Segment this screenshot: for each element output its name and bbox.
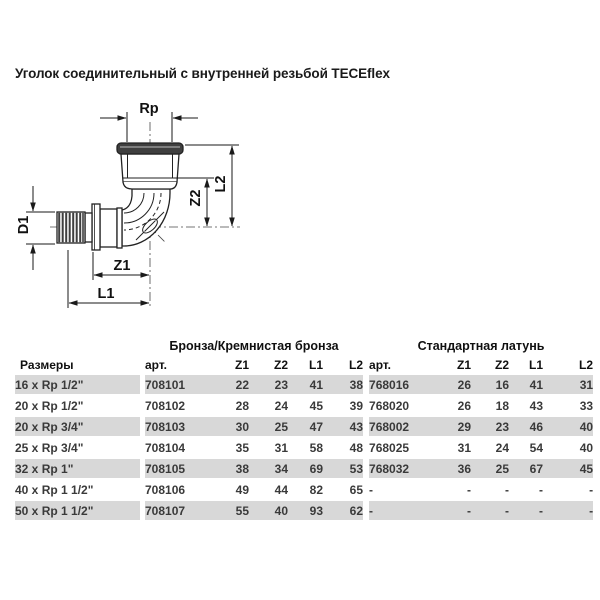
art-cell: 768002 (369, 417, 444, 436)
group-header-bronze: Бронза/Кремнистая бронза (169, 339, 339, 353)
art-cell: 768016 (369, 375, 444, 394)
pipe-neck (85, 213, 92, 242)
table-row (15, 501, 593, 520)
z1-label: Z1 (113, 258, 131, 274)
z1-cell: 35 (235, 440, 249, 455)
z2-cell: 18 (495, 398, 510, 413)
l1-label: L1 (97, 286, 115, 302)
art-cell: - (369, 501, 444, 520)
l2-cell: 40 (579, 440, 594, 455)
z2-cell: 23 (249, 375, 288, 394)
group-header-brass: Стандартная латунь (417, 339, 545, 353)
z1-cell: - (444, 501, 471, 520)
art-cell: 708102 (145, 398, 186, 413)
size-cell: 25 x Rp 3/4" (15, 440, 84, 455)
dimension-rp (100, 101, 198, 142)
l2-cell: 43 (323, 417, 363, 436)
l1-cell: 58 (309, 440, 323, 455)
elbow-bend (122, 189, 170, 246)
l1-cell: 54 (529, 440, 544, 455)
art-cell: 708101 (145, 375, 215, 394)
size-cell: 20 x Rp 3/4" (15, 417, 140, 436)
col-header-l2: L2 (349, 357, 364, 372)
l2-cell: 38 (323, 375, 363, 394)
z1-cell: 26 (444, 375, 471, 394)
table-row (15, 480, 593, 499)
z2-cell: 23 (471, 417, 509, 436)
l2-cell: 65 (349, 482, 364, 497)
z2-label: Z2 (188, 189, 204, 207)
l2-cell: - (589, 482, 594, 497)
size-cell: 16 x Rp 1/2" (15, 375, 140, 394)
z1-cell: 30 (215, 417, 249, 436)
l2-cell: 40 (543, 417, 593, 436)
l2-cell: 62 (323, 501, 363, 520)
l1-cell: 47 (288, 417, 323, 436)
z2-cell: - (471, 501, 509, 520)
col-header-art: арт. (369, 357, 392, 372)
l2-cell: 33 (579, 398, 594, 413)
l1-cell: 69 (288, 459, 323, 478)
l1-cell: 43 (529, 398, 544, 413)
dimension-z2 (174, 178, 214, 226)
art-cell: 708104 (145, 440, 186, 455)
l1-cell: 67 (509, 459, 543, 478)
z1-cell: 28 (235, 398, 249, 413)
socket-rim (117, 143, 183, 154)
z1-cell: - (467, 482, 472, 497)
table-row (15, 459, 593, 478)
ribbed-connector (57, 212, 85, 243)
art-cell: 708103 (145, 417, 215, 436)
l2-label: L2 (213, 175, 229, 193)
art-cell: 708107 (145, 501, 215, 520)
size-cell: 32 x Rp 1" (15, 459, 140, 478)
z1-cell: 36 (444, 459, 471, 478)
dimension-d1 (16, 186, 55, 270)
l1-cell: 41 (288, 375, 323, 394)
col-header-z2: Z2 (495, 357, 510, 372)
dimension-l1 (68, 250, 149, 308)
l2-cell: 45 (543, 459, 593, 478)
art-cell: 708105 (145, 459, 215, 478)
z2-cell: 31 (274, 440, 288, 455)
table-row (15, 417, 593, 436)
union-nut (100, 209, 117, 247)
art-cell: 768032 (369, 459, 444, 478)
l1-cell: - (539, 482, 544, 497)
l2-cell: 53 (323, 459, 363, 478)
z1-cell: 29 (444, 417, 471, 436)
table-row (15, 438, 593, 457)
z2-cell: 24 (495, 440, 510, 455)
dimension-z1 (93, 252, 149, 280)
z2-cell: 16 (471, 375, 509, 394)
page-title: Уголок соединительный с внутренней резьбой TECEflex (15, 66, 390, 81)
l1-cell: 93 (288, 501, 323, 520)
col-header-l2: L2 (579, 357, 594, 372)
art-cell: 708106 (145, 482, 186, 497)
table-row (15, 375, 593, 394)
col-header-sizes: Размеры (20, 357, 74, 372)
l2-cell: 39 (349, 398, 364, 413)
size-cell: 20 x Rp 1/2" (15, 398, 84, 413)
group-gap (15, 338, 140, 354)
z2-cell: 25 (249, 417, 288, 436)
col-header-l1: L1 (529, 357, 544, 372)
art-cell: 768025 (369, 440, 410, 455)
fitting-body (57, 143, 183, 250)
d1-label: D1 (16, 215, 32, 235)
z2-cell: - (505, 482, 510, 497)
flange (92, 204, 100, 250)
l2-cell: - (543, 501, 593, 520)
z2-cell: 34 (249, 459, 288, 478)
size-cell: 50 x Rp 1 1/2" (15, 501, 140, 520)
col-header-z2: Z2 (273, 357, 288, 372)
nut-lip (117, 208, 122, 248)
technical-drawing (10, 90, 260, 320)
l2-cell: 31 (543, 375, 593, 394)
size-cell: 40 x Rp 1 1/2" (15, 482, 94, 497)
z1-cell: 26 (457, 398, 472, 413)
col-header-art: арт. (145, 357, 168, 372)
z1-cell: 49 (235, 482, 249, 497)
l2-cell: 48 (349, 440, 364, 455)
z1-cell: 22 (215, 375, 249, 394)
col-header-l1: L1 (308, 357, 323, 372)
z1-cell: 38 (215, 459, 249, 478)
art-cell: 768020 (369, 398, 410, 413)
dimensions-table (15, 336, 593, 522)
l1-cell: - (509, 501, 543, 520)
z1-cell: 55 (215, 501, 249, 520)
l1-cell: 41 (509, 375, 543, 394)
table-row (15, 396, 593, 415)
column-header-row (15, 356, 593, 373)
group-header-row (15, 338, 593, 354)
col-header-z1: Z1 (457, 357, 472, 372)
z2-cell: 25 (471, 459, 509, 478)
dimension-l2 (185, 145, 239, 226)
col-header-z1: Z1 (234, 357, 249, 372)
art-cell: - (369, 482, 374, 497)
l1-cell: 82 (309, 482, 323, 497)
z2-cell: 44 (274, 482, 288, 497)
l1-cell: 46 (509, 417, 543, 436)
z2-cell: 24 (274, 398, 288, 413)
z1-cell: 31 (457, 440, 472, 455)
z2-cell: 40 (249, 501, 288, 520)
rp-label: Rp (139, 101, 159, 117)
l1-cell: 45 (309, 398, 323, 413)
